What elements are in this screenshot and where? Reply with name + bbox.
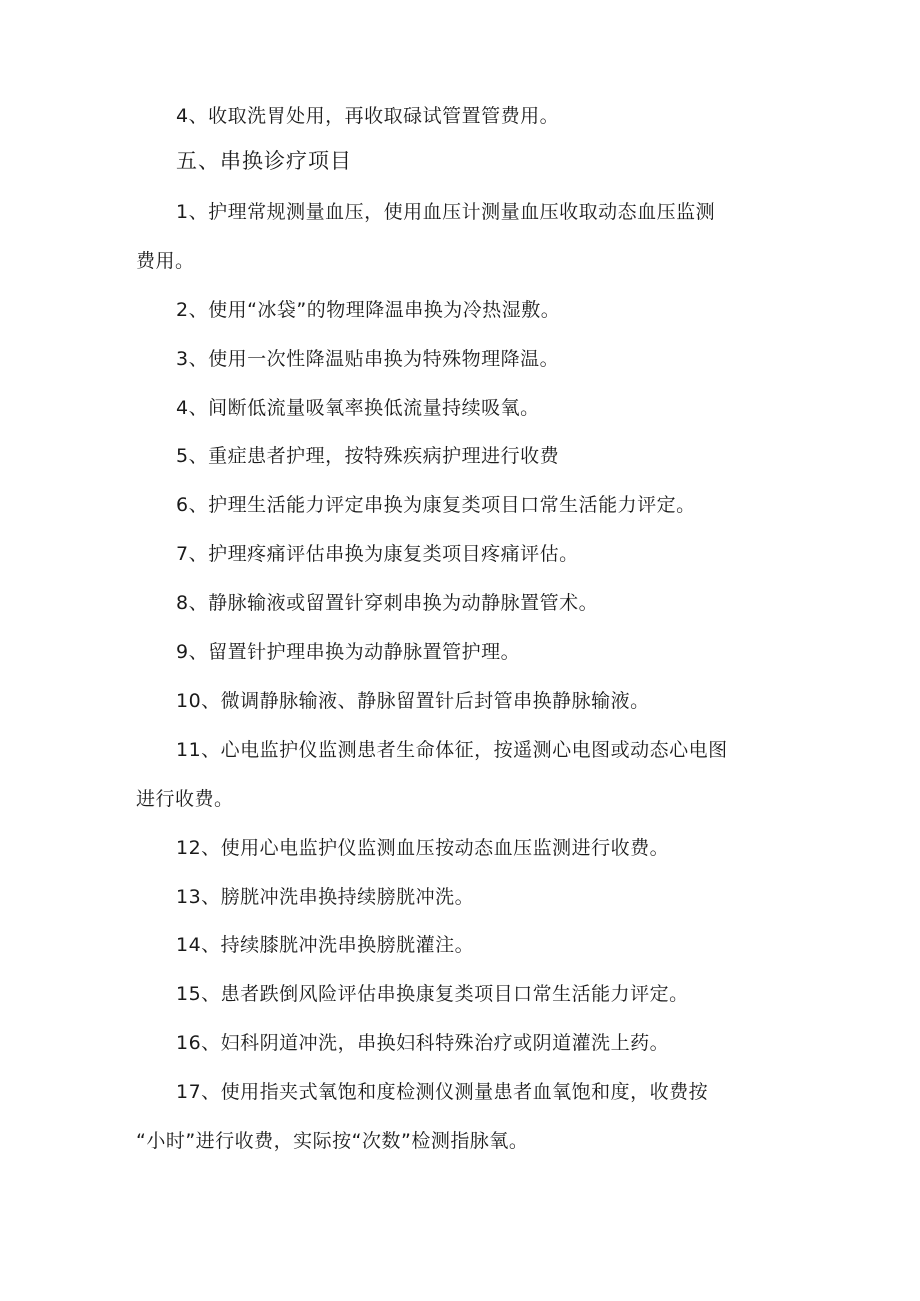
list-item-12: 12、使用心电监护仪监测血压按动态血压监测进行收费。: [176, 837, 670, 859]
list-item-1-line2: 费用。: [136, 250, 195, 272]
list-item-17-line1: 17、使用指夹式氧饱和度检测仪测量患者血氧饱和度，收费按: [176, 1081, 709, 1103]
list-item-11-line2: 进行收费。: [136, 788, 234, 810]
paragraph-item-4-prev: 4、收取洗胃处用，再收取碌试管置管费用。: [176, 105, 560, 127]
section-heading: 五、串换诊疗项目: [176, 149, 352, 173]
list-item-3: 3、使用一次性降温贴串换为特殊物理降温。: [176, 348, 560, 370]
list-item-2: 2、使用“冰袋”的物理降温串换为冷热湿敷。: [176, 299, 561, 321]
list-item-4: 4、间断低流量吸氧率换低流量持续吸氧。: [176, 397, 540, 419]
list-item-14: 14、持续膝胱冲洗串换膀胱灌注。: [176, 934, 475, 956]
list-item-7: 7、护理疼痛评估串换为康复类项目疼痛评估。: [176, 543, 579, 565]
list-item-10: 10、微调静脉输液、静脉留置针后封管串换静脉输液。: [176, 690, 650, 712]
list-item-1-line1: 1、护理常规测量血压，使用血压计测量血压收取动态血压监测: [176, 201, 716, 223]
list-item-9: 9、留置针护理串换为动静脉置管护理。: [176, 641, 521, 663]
list-item-6: 6、护理生活能力评定串换为康复类项目口常生活能力评定。: [176, 494, 696, 516]
list-item-5: 5、重症患者护理，按特殊疾病护理进行收费: [176, 445, 560, 467]
list-item-16: 16、妇科阴道冲洗，串换妇科特殊治疗或阴道灌洗上药。: [176, 1032, 670, 1054]
list-item-11-line1: 11、心电监护仪监测患者生命体征，按遥测心电图或动态心电图: [176, 739, 728, 761]
list-item-13: 13、膀胱冲洗串换持续膀胱冲洗。: [176, 886, 475, 908]
list-item-15: 15、患者跌倒风险评估串换康复类项目口常生活能力评定。: [176, 983, 689, 1005]
list-item-8: 8、静脉输液或留置针穿刺串换为动静脉置管术。: [176, 592, 599, 614]
list-item-17-line2: “小时”进行收费，实际按“次数”检测指脉氧。: [136, 1130, 529, 1152]
